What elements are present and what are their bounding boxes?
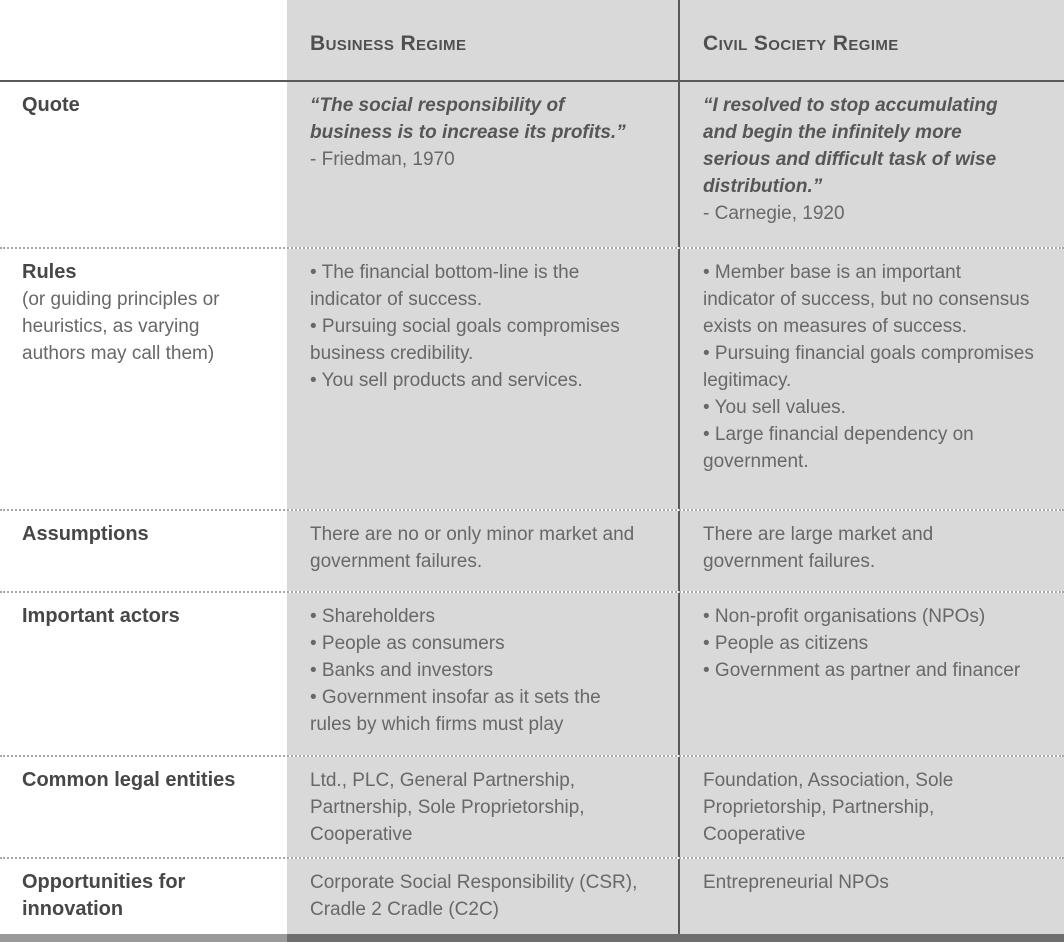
cell-assumptions-civil — [678, 511, 1064, 591]
bullet-item: • Pursuing social goals compromises business credibility. — [310, 316, 620, 364]
bullet-item: • Large financial dependency on government. — [703, 424, 974, 472]
business-quote-text: “The social responsibility of business is to increase its profits.” — [310, 95, 626, 143]
bullet-item: • You sell values. — [703, 397, 846, 418]
bullet-item: • Non-profit organisations (NPOs) — [703, 606, 986, 627]
bottom-border-right-segment — [287, 934, 1064, 942]
bullet-item: • Government insofar as it sets the rules by which firms must play — [310, 687, 601, 735]
bullet-item: • Banks and investors — [310, 660, 494, 681]
cell-innovation-business — [287, 859, 678, 934]
civil-quote-attribution: - Carnegie, 1920 — [703, 203, 845, 224]
row-label-cell-actors — [0, 593, 287, 755]
bullet-item: • Member base is an important indicator of success, but no consensus exists on measures of success. — [703, 262, 1030, 337]
row-assumptions — [0, 509, 1064, 591]
cell-rules-civil — [678, 249, 1064, 509]
cell-actors-civil — [678, 593, 1064, 755]
bullet-item: • People as citizens — [703, 633, 869, 654]
bullet-item: • People as consumers — [310, 633, 505, 654]
cell-assumptions-business — [287, 511, 678, 591]
row-label-innovation: Opportunities for innovation — [22, 871, 186, 920]
cell-legal-business — [287, 757, 678, 857]
assumptions-business-text: There are no or only minor market and government failures. — [310, 524, 635, 572]
bullet-item: • Government as partner and financer — [703, 660, 1021, 681]
civil-society-regime-header: Civil Society Regime — [703, 32, 899, 55]
business-quote-attribution: - Friedman, 1970 — [310, 149, 455, 170]
row-label-actors: Important actors — [22, 605, 180, 627]
row-label-assumptions: Assumptions — [22, 523, 149, 545]
table-header-row — [0, 0, 1064, 82]
bullet-item: • Pursuing financial goals compromises legitimacy. — [703, 343, 1034, 391]
row-quote — [0, 82, 1064, 247]
cell-rules-business — [287, 249, 678, 509]
cell-actors-business — [287, 593, 678, 755]
row-label-cell-innovation — [0, 859, 287, 934]
bullet-item: • You sell products and services. — [310, 370, 583, 391]
innovation-business-text: Corporate Social Responsibility (CSR), Cradle 2 Cradle (C2C) — [310, 872, 638, 920]
row-label-cell-assumptions — [0, 511, 287, 591]
cell-innovation-civil — [678, 859, 1064, 934]
cell-quote-business — [287, 82, 678, 247]
assumptions-civil-text: There are large market and government failures. — [703, 524, 934, 572]
row-opportunities-innovation — [0, 857, 1064, 934]
row-label-rules: Rules — [22, 261, 77, 283]
header-cell-business — [287, 0, 678, 80]
row-common-legal-entities — [0, 755, 1064, 857]
legal-civil-text: Foundation, Association, Sole Proprietorship, Partnership, Cooperative — [703, 770, 954, 845]
row-label-rules-note: (or guiding principles or heuristics, as varying authors may call them) — [22, 289, 220, 364]
innovation-civil-text: Entrepreneurial NPOs — [703, 872, 889, 893]
bullet-item: • The financial bottom-line is the indicator of success. — [310, 262, 580, 310]
table-bottom-border — [0, 934, 1064, 942]
row-label-cell-quote — [0, 82, 287, 247]
bullet-item: • Shareholders — [310, 606, 435, 627]
bottom-border-left-segment — [0, 934, 287, 942]
header-cell-empty — [0, 0, 287, 80]
row-rules — [0, 247, 1064, 509]
row-label-quote: Quote — [22, 94, 80, 116]
legal-business-text: Ltd., PLC, General Partnership, Partnership, Sole Proprietorship, Cooperative — [310, 770, 585, 845]
row-label-cell-rules — [0, 249, 287, 509]
row-important-actors — [0, 591, 1064, 755]
row-label-cell-legal — [0, 757, 287, 857]
cell-quote-civil — [678, 82, 1064, 247]
header-cell-civil — [678, 0, 1064, 80]
row-label-legal: Common legal entities — [22, 769, 236, 791]
business-regime-header: Business Regime — [310, 32, 467, 55]
civil-quote-text: “I resolved to stop accumulating and begin the infinitely more serious and difficult task of wise distribution.” — [703, 95, 998, 197]
cell-legal-civil — [678, 757, 1064, 857]
